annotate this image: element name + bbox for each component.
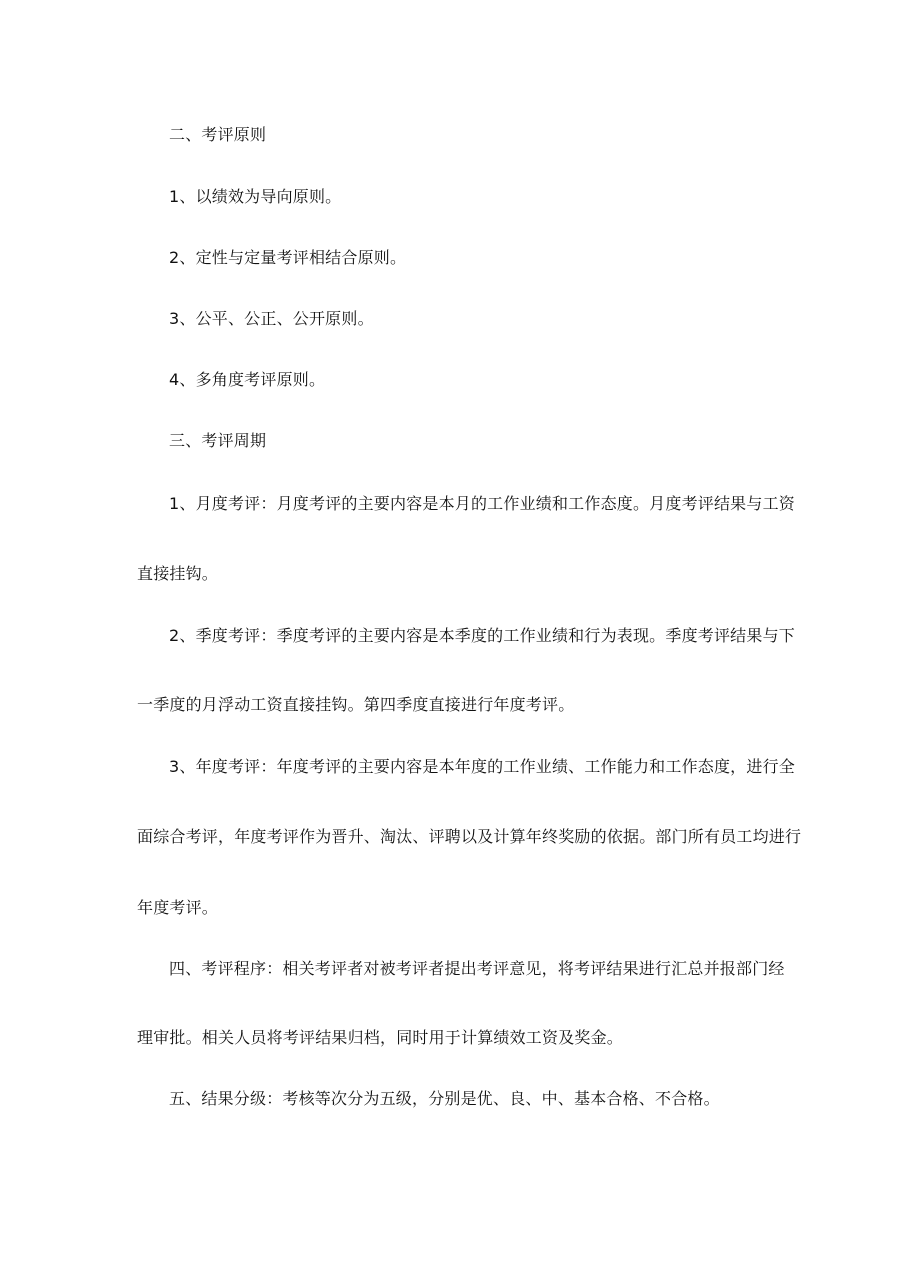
principle-3: 3、公平、公正、公开原则。 [169, 309, 374, 328]
principle-2: 2、定性与定量考评相结合原则。 [169, 248, 407, 267]
cycle-annual-line-3: 年度考评。 [137, 898, 219, 917]
principle-4: 4、多角度考评原则。 [169, 370, 326, 389]
cycle-quarterly-line-2: 一季度的月浮动工资直接挂钩。第四季度直接进行年度考评。 [137, 695, 575, 714]
cycle-annual-line-1: 3、年度考评：年度考评的主要内容是本年度的工作业绩、工作能力和工作态度，进行全 [169, 757, 795, 776]
section-5-grades: 五、结果分级：考核等次分为五级，分别是优、良、中、基本合格、不合格。 [169, 1089, 720, 1108]
cycle-quarterly-line-1: 2、季度考评：季度考评的主要内容是本季度的工作业绩和行为表现。季度考评结果与下 [169, 626, 795, 645]
section-3-heading: 三、考评周期 [169, 431, 267, 450]
section-2-heading: 二、考评原则 [169, 125, 267, 144]
cycle-annual-line-2: 面综合考评，年度考评作为晋升、淘汰、评聘以及计算年终奖励的依据。部门所有员工均进行 [137, 827, 802, 846]
section-4-procedure-line-2: 理审批。相关人员将考评结果归档，同时用于计算绩效工资及奖金。 [137, 1028, 624, 1047]
cycle-monthly-line-2: 直接挂钩。 [137, 564, 219, 583]
section-4-procedure-line-1: 四、考评程序：相关考评者对被考评者提出考评意见，将考评结果进行汇总并报部门经 [169, 959, 785, 978]
principle-1: 1、以绩效为导向原则。 [169, 187, 342, 206]
cycle-monthly-line-1: 1、月度考评：月度考评的主要内容是本月的工作业绩和工作态度。月度考评结果与工资 [169, 494, 795, 513]
